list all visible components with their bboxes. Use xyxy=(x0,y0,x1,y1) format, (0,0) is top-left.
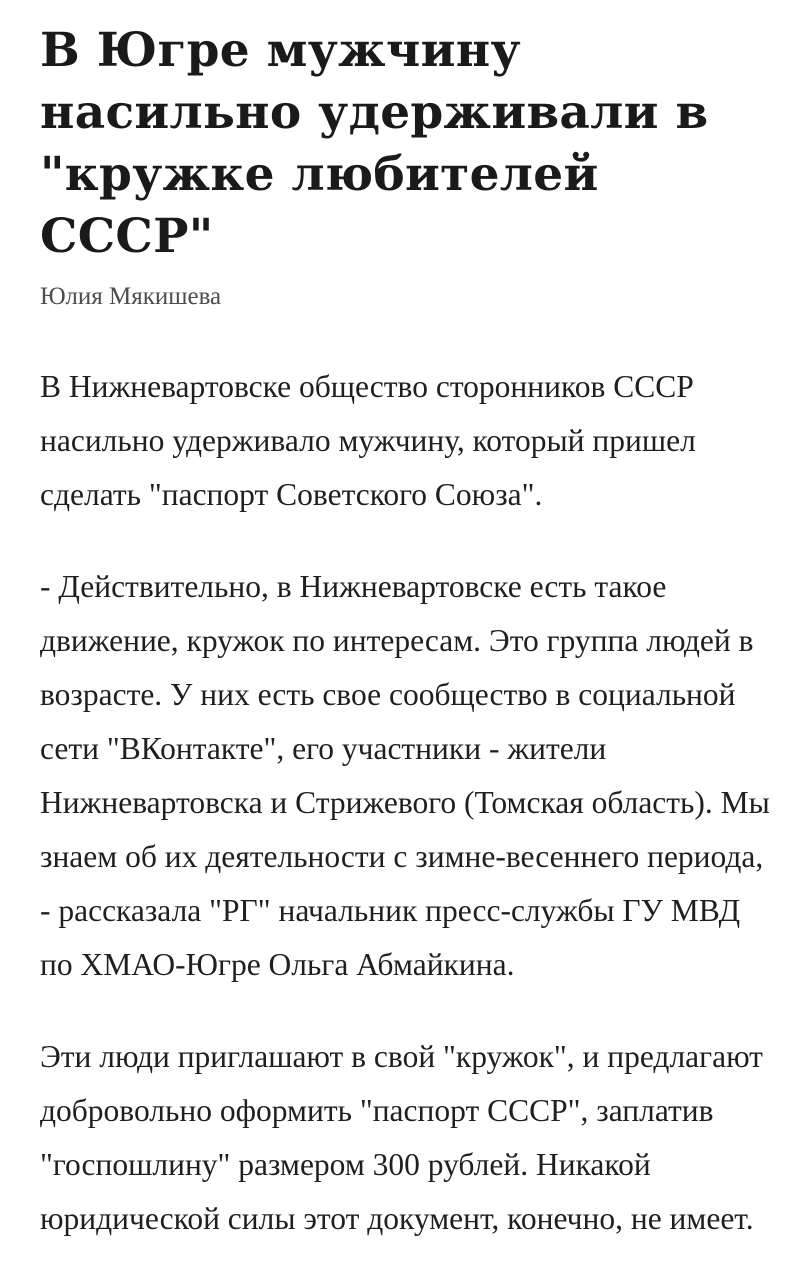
article xyxy=(40,20,780,1284)
article-body xyxy=(40,360,780,1246)
article-author[interactable]: Юлия Мякишева xyxy=(40,283,222,310)
article-title: В Югре мужчину насильно удерживали в "кружке любителей СССР" xyxy=(40,23,709,264)
article-paragraph: Эти люди приглашают в свой "кружок", и предлагают добровольно оформить "паспорт СССР", заплатив "госпошлину" размером 300 рублей. Никакой юридической силы этот документ, конечно, не имеет. xyxy=(40,1039,763,1236)
article-paragraph: В Нижневартовске общество сторонников СССР насильно удерживало мужчину, который пришел сделать "паспорт Советского Союза". xyxy=(40,369,696,512)
article-paragraph: - Действительно, в Нижневартовске есть такое движение, кружок по интересам. Это группа людей в возрасте. У них есть свое сообщество в социальной сети "ВКонтакте", его участники - жители Нижневартовска и Стрижевого (Томская область). Мы знаем об их деятельности с зимне-весеннего периода, - рассказала "РГ" начальник пресс-службы ГУ МВД по ХМАО-Югре Ольга Абмайкина. xyxy=(40,569,770,982)
